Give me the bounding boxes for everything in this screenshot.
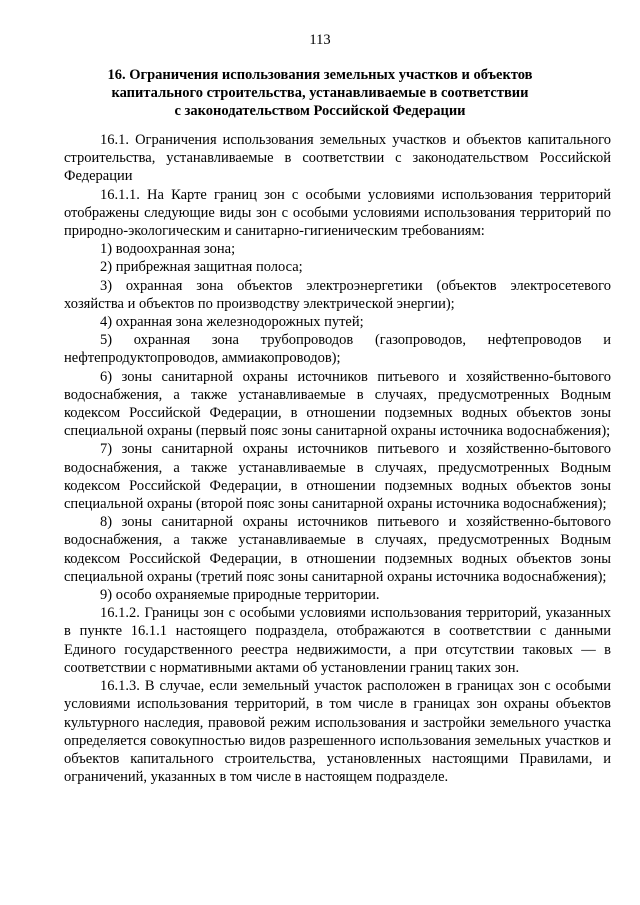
section-heading-line-2: капитального строительства, устанавливаемые в соответствии (111, 85, 529, 101)
document-body (64, 131, 611, 786)
list-item-7: 7) зоны санитарной охраны источников питьевого и хозяйственно-бытового водоснабжения, а также устанавливаемые в случаях, предусмотренных Водным кодексом Российской Федерации, в отношении подземных водных объектов зоны специальной охраны (второй пояс зоны санитарной охраны источника водоснабжения); (64, 441, 611, 513)
list-item-3: 3) охранная зона объектов электроэнергетики (объектов электросетевого хозяйства и объектов по производству электрической энергии); (64, 277, 611, 312)
section-heading (90, 66, 550, 120)
list-item-5: 5) охранная зона трубопроводов (газопроводов, нефтепроводов и нефтепродуктопроводов, аммиакопроводов); (64, 332, 611, 367)
list-item-1: 1) водоохранная зона; (100, 241, 236, 258)
section-heading-line-3: с законодательством Российской Федерации (174, 103, 466, 119)
paragraph-16-1-2: 16.1.2. Границы зон с особыми условиями использования территорий, указанных в пункте 16.1.1 настоящего подраздела, отображаются в соответствии с данными Единого государственного реестра недвижимости, а при отсутствии таковых — в соответствии с нормативными актами об установлении границ таких зон. (64, 605, 611, 676)
list-item-6: 6) зоны санитарной охраны источников питьевого и хозяйственно-бытового водоснабжения, а также устанавливаемые в случаях, предусмотренных Водным кодексом Российской Федерации, в отношении подземных водных объектов зоны специальной охраны (первый пояс зоны санитарной охраны источника водоснабжения); (64, 368, 611, 440)
page-number: 113 (309, 32, 331, 48)
list-item-2: 2) прибрежная защитная полоса; (100, 259, 303, 276)
list-item-8: 8) зоны санитарной охраны источников питьевого и хозяйственно-бытового водоснабжения, а также устанавливаемые в случаях, предусмотренных Водным кодексом Российской Федерации, в отношении подземных водных объектов зоны специальной охраны (третий пояс зоны санитарной охраны источника водоснабжения); (64, 514, 611, 585)
section-heading-line-1: 16. Ограничения использования земельных участков и объектов (107, 67, 533, 83)
list-item-9: 9) особо охраняемые природные территории. (100, 587, 380, 604)
paragraph-16-1: 16.1. Ограничения использования земельных участков и объектов капитального строительства, устанавливаемые в соответствии с законодательством Российской Федерации (64, 132, 611, 185)
paragraph-16-1-3: 16.1.3. В случае, если земельный участок расположен в границах зон с особыми условиями использования территорий, в том числе в границах зон охраны объектов культурного наследия, правовой режим использования и застройки земельного участка определяется совокупностью видов разрешенного использования земельных участков и объектов капитального строительства, установленных настоящими Правилами, и ограничений, указанных в том числе в настоящем подразделе. (64, 678, 611, 786)
list-item-4: 4) охранная зона железнодорожных путей; (100, 314, 364, 331)
paragraph-16-1-1: 16.1.1. На Карте границ зон с особыми условиями использования территорий отображены следующие виды зон с особыми условиями использования территорий по природно-экологическим и санитарно-гигиеническим требованиям: (64, 186, 611, 240)
